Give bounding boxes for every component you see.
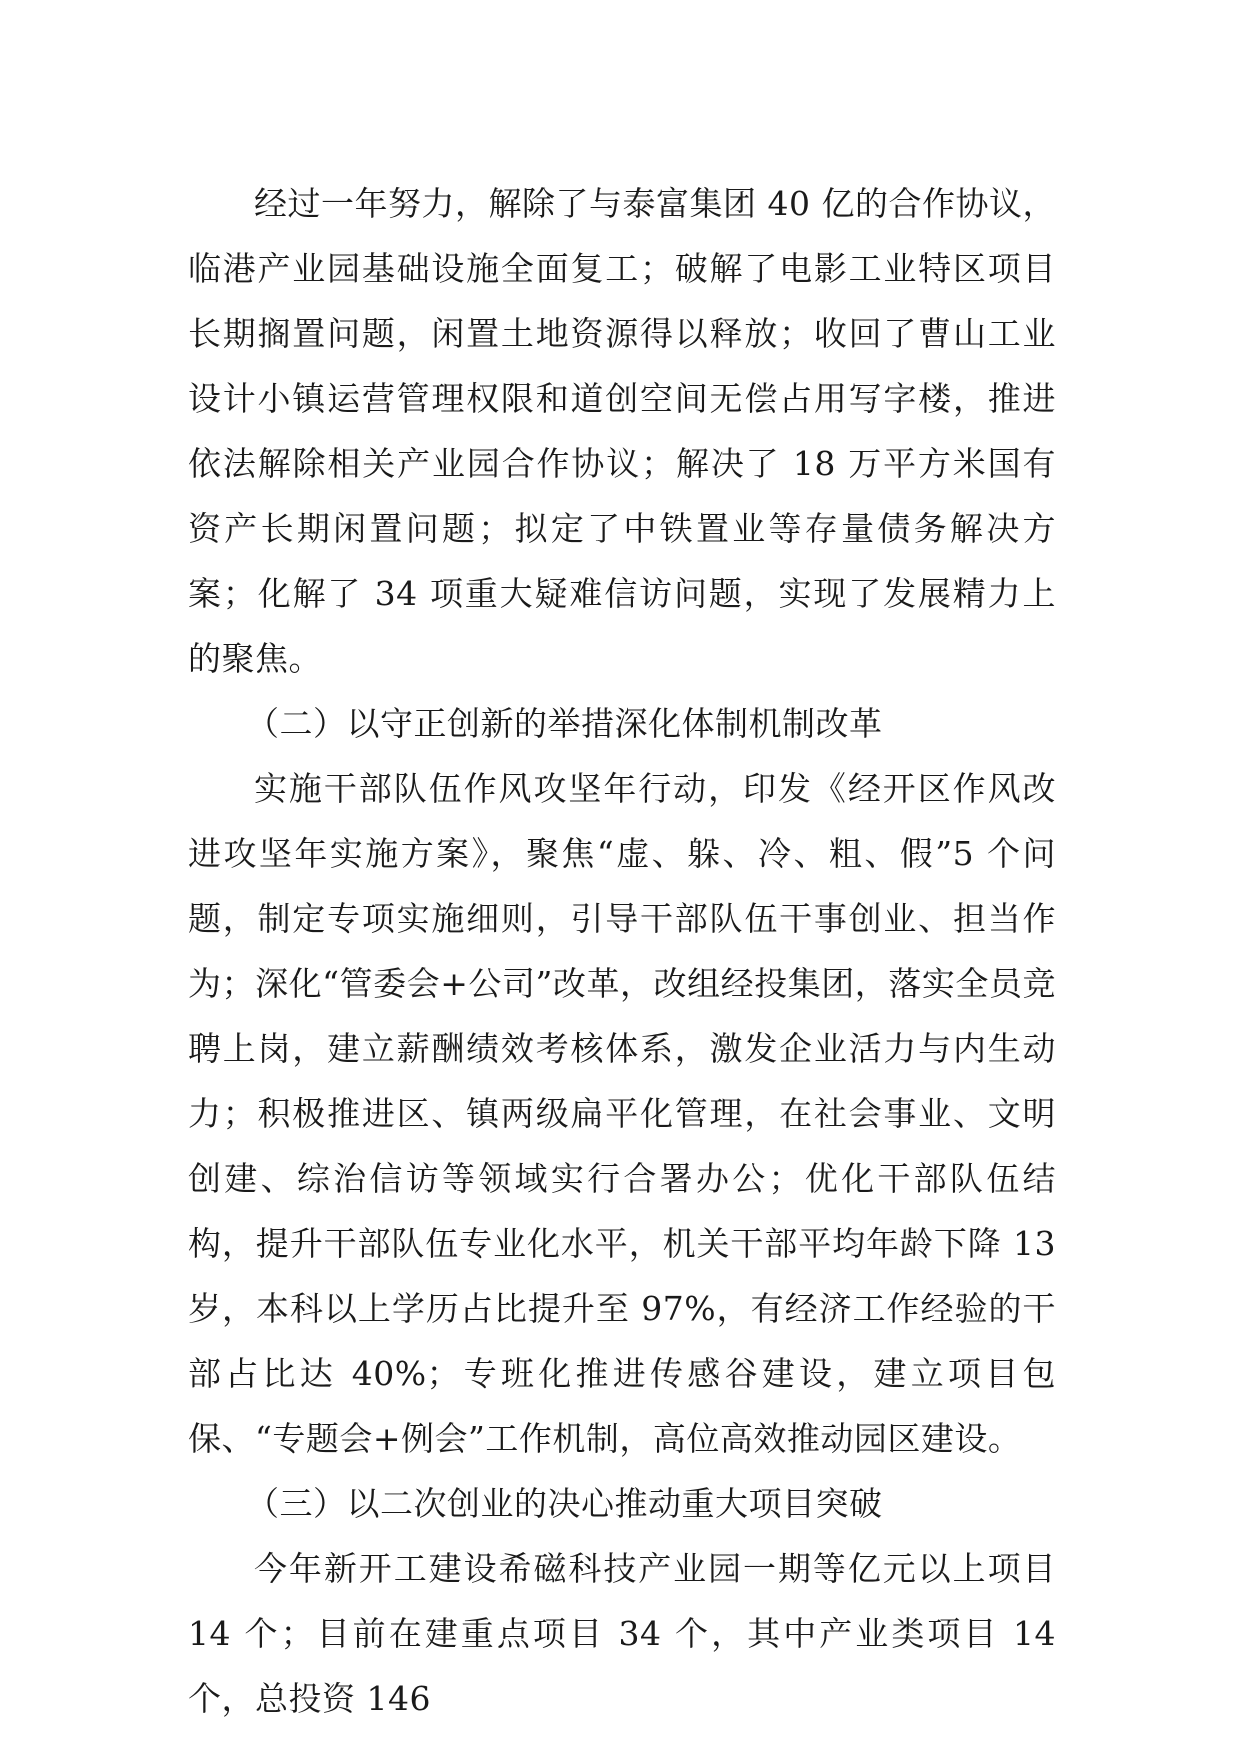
section-heading-reform: （二）以守正创新的举措深化体制机制改革 [246,704,883,743]
paragraph-projects: 今年新开工建设希磁科技产业园一期等亿元以上项目 14 个；目前在建重点项目 34 个，其中产业类项目 14 个，总投资 146 [188,1549,1056,1718]
document-body [188,171,1056,1731]
section-heading-projects: （三）以二次创业的决心推动重大项目突破 [246,1484,883,1523]
paragraph-achievements: 经过一年努力，解除了与泰富集团 40 亿的合作协议，临港产业园基础设施全面复工；破解了电影工业特区项目长期搁置问题，闲置土地资源得以释放；收回了曹山工业设计小镇运营管理权限和道创空间无偿占用写字楼，推进依法解除相关产业园合作协议；解决了 18 万平方米国有资产长期闲置问题；拟定了中铁置业等存量债务解决方案；化解了 34 项重大疑难信访问题，实现了发展精力上的聚焦。 [188,184,1056,678]
paragraph-reform: 实施干部队伍作风攻坚年行动，印发《经开区作风改进攻坚年实施方案》，聚焦“虚、躲、冷、粗、假”5 个问题，制定专项实施细则，引导干部队伍干事创业、担当作为；深化“管委会+公司”改革，改组经投集团，落实全员竞聘上岗，建立薪酬绩效考核体系，激发企业活力与内生动力；积极推进区、镇两级扁平化管理，在社会事业、文明创建、综治信访等领域实行合署办公；优化干部队伍结构，提升干部队伍专业化水平，机关干部平均年龄下降 13 岁，本科以上学历占比提升至 97%，有经济工作经验的干部占比达 40%；专班化推进传感谷建设，建立项目包保、“专题会+例会”工作机制，高位高效推动园区建设。 [188,769,1056,1458]
